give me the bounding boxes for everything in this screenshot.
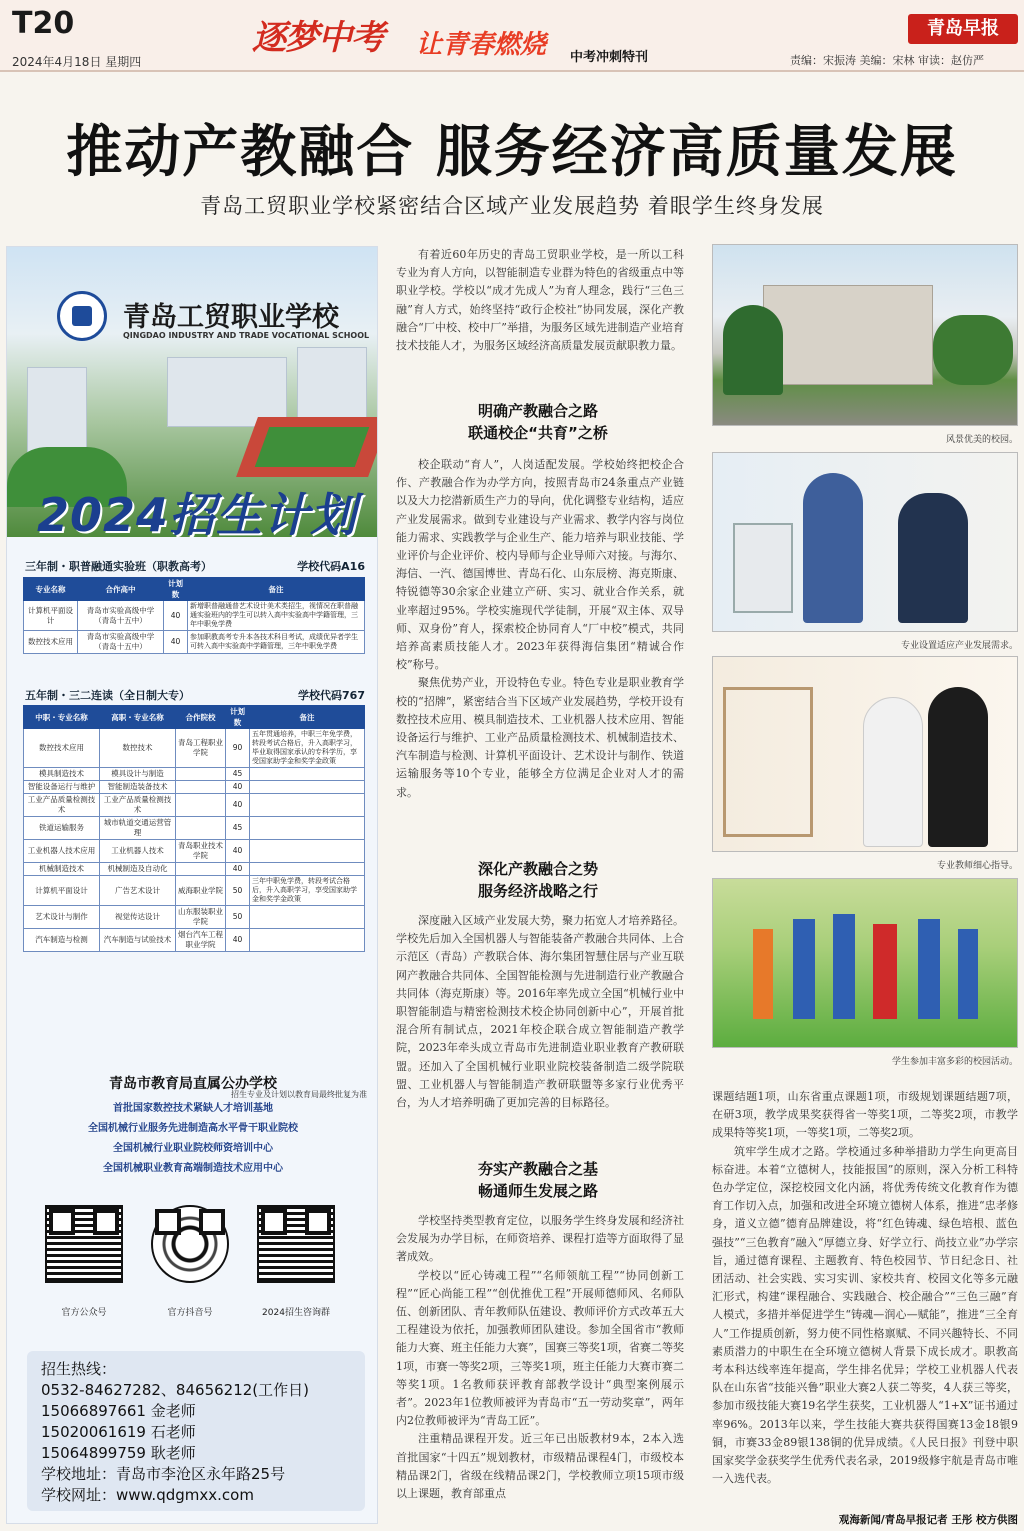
school-address: 学校地址：青岛市李沧区永年路25号 — [41, 1465, 286, 1483]
hotline-box — [27, 1351, 365, 1511]
table-cell — [250, 863, 365, 876]
table-cell: 机械制造及自动化 — [100, 863, 176, 876]
table-cell: 数控技术应用 — [24, 729, 100, 768]
table-cell: 数控技术应用 — [24, 631, 78, 654]
table-cell: 45 — [226, 817, 250, 840]
paragraph: 学校坚持类型教育定位，以服务学生终身发展和经济社会发展为办学目标，在师资培养、课程打造等方面取得了显著成效。 — [396, 1214, 684, 1264]
table-cell: 青岛市实验高级中学（青岛十五中） — [78, 601, 164, 631]
table-header-cell: 计划数 — [164, 578, 188, 601]
table-cell: 青岛市实验高级中学（青岛十五中） — [78, 631, 164, 654]
table-header-cell: 备注 — [250, 706, 365, 729]
section1-body — [396, 456, 684, 802]
table-cell — [250, 840, 365, 863]
table-row — [24, 863, 365, 876]
table-cell: 50 — [226, 876, 250, 906]
paragraph: 学校以“匠心铸魂工程”“名师领航工程”“协同创新工程”“匠心尚能工程”“创优推优工程”开展师德师风、名师队伍、创新团队、青年教师队伍建设、教师评价方式改革五大工程建设为依托，加强教师团队建设。参加全国省市“教师能力大赛、班主任能力大赛”，国赛三等奖1项，省赛二等奖1项，市赛一等奖2项，三等奖1项，班主任能力大赛市赛二等奖1项。1名教师获评教育部教学设计“典型案例展示者”。2023年1位教师被评为青岛市“五一劳动奖章”，两年内2位教师被评为“青岛工匠”。 — [396, 1268, 684, 1428]
table-cell: 40 — [226, 929, 250, 952]
section2-body — [396, 912, 684, 1112]
photo-caption: 风景优美的校园。 — [945, 435, 1018, 445]
table-cell: 智能制造装备技术 — [100, 781, 176, 794]
table-cell: 青岛职业技术学院 — [176, 840, 226, 863]
editor-credits: 责编：宋振涛 美编：宋林 审读：赵仿严 — [790, 54, 984, 67]
special-label: 中考冲刺特刊 — [570, 50, 649, 65]
school-emblem-icon — [57, 291, 107, 341]
table-row — [24, 631, 365, 654]
table-cell — [176, 817, 226, 840]
headline: 推动产教融合 服务经济高质量发展 — [66, 119, 958, 185]
paragraph-continued: 课题结题1项，山东省重点课题1项，市级规划课题结题7项，在研3项，教学成果奖获得省一等奖1项，二等奖2项，市教学成果特等奖1项，一等奖1项，二等奖2项。 — [712, 1090, 1018, 1140]
table-cell — [250, 906, 365, 929]
honor-item: 首批国家数控技术紧缺人才培训基地 — [113, 1103, 273, 1114]
section2-code: 学校代码767 — [298, 689, 365, 702]
newspaper-logo: 青岛早报 — [908, 14, 1018, 44]
table-cell: 模具设计与制造 — [100, 768, 176, 781]
honor-item: 全国机械行业职业院校师资培训中心 — [113, 1143, 273, 1154]
table-cell: 计算机平面设计 — [24, 876, 100, 906]
section1-heading — [398, 400, 678, 444]
paragraph: 筑牢学生成才之路。学校通过多种举措助力学生向更高目标奋进。本着“立德树人，技能报国”的原则，深入分析工科特色办学定位，深挖校园文化内涵，将优秀传统文化教育作为德育工作切入点，加强和改进全环境立德树人体系，推进“忠孝修身，道义立德”德育品牌建设，将“红色铸魂、绿色培根、蓝色强技”“三色教育”融入“厚德立身、好学立行、尚技立业”办学宗旨，通过德育课程、主题教育、特色校园节、节日纪念日、社团活动、社会实践、实习实训、家校共育、校园文化等多元融汇形式，构建“课程融合、实践融合、校企融合”“三色三融”育人模式，多措并举促进学生“铸魂—润心—赋能”，推进“三全育人”工作提质创新，努力使不同性格禀赋、不同兴趣特长、不同素质潜力的中职生在全环境立德树人背景下成长成才。职教高考本科达线率连年提高，学生排名优异；学校工业机器人代表队在山东省“技能兴鲁”职业大赛2人获二等奖，4人获三等奖，参加市级技能大赛19名学生获奖，工业机器人“1+X”证书通过率96%。2013年以来，学生技能大赛共获得国赛13金18银9铜，市赛33金89银138铜的优异成绩。《人民日报》刊登中职国家奖学金获奖学生优秀代表名录，2019级修宇航是青岛市唯一入选代表。 — [712, 1144, 1018, 1486]
table-cell: 工业机器人技术应用 — [24, 840, 100, 863]
table-row — [24, 817, 365, 840]
table-cell — [250, 929, 365, 952]
qr-code-douyin[interactable] — [151, 1205, 229, 1283]
table-row — [24, 794, 365, 817]
section3-heading — [398, 1158, 678, 1202]
phone-numbers: 0532-84627282、84656212(工作日) — [41, 1381, 309, 1399]
table-row — [24, 729, 365, 768]
table-cell: 40 — [226, 794, 250, 817]
photo-credit: 观海新闻/青岛早报记者 王彤 校方供图 — [838, 1514, 1018, 1526]
table-cell: 50 — [226, 906, 250, 929]
section2-title: 五年制・三二连读（全日制大专） — [25, 689, 190, 702]
section2-heading-line1: 深化产教融合之势 — [477, 860, 598, 878]
table-cell: 视觉传达设计 — [100, 906, 176, 929]
table-row — [24, 781, 365, 794]
table-cell: 参加职教高考专升本各技术科目考试，成绩优异者学生可转入高中实验高中学籍管理，三年中职免学费 — [188, 631, 365, 654]
campus-photo — [712, 244, 1018, 426]
table-cell — [250, 781, 365, 794]
five-year-plan-table — [23, 705, 365, 952]
table-header-cell: 备注 — [188, 578, 365, 601]
table-cell: 智能设备运行与维护 — [24, 781, 100, 794]
table-cell: 广告艺术设计 — [100, 876, 176, 906]
section3-body — [396, 1212, 684, 1528]
section1-heading-line2: 联通校企“共育”之桥 — [468, 424, 608, 442]
table-cell: 汽车制造与试验技术 — [100, 929, 176, 952]
section1-title: 三年制・职普融通实验班（职教高考） — [25, 560, 212, 573]
table-cell — [176, 863, 226, 876]
section1-header — [25, 558, 365, 574]
page-number: T20 — [12, 6, 75, 41]
table-cell — [176, 768, 226, 781]
table-cell — [176, 794, 226, 817]
contact-1: 15066897661 金老师 — [41, 1402, 196, 1420]
table-cell: 工业产品质量检测技术 — [24, 794, 100, 817]
paragraph: 深度融入区域产业发展大势，聚力拓宽人才培养路径。学校先后加入全国机器人与智能装备产教融合共同体、上合示范区（青岛）产教联合体、海尔集团智慧住居与产业互联网产教融合共同体、全国智能检测与先进制造行业产教融合共同体（海克斯康）等。2016年率先成立全国“机械行业中职智能制造与精密检测技术校企协同创新中心”，开展首批混合所有制试点，2021年校企联合成立智能制造产教学院，2023年牵头成立青岛市先进制造业职业教育产教研联盟。还加入了全国机械行业职业院校装备制造二级学院联盟、工业机器人与智能制造产教研联盟等多家行业优秀平台，为人才培养明确了更加完善的目标路径。 — [396, 914, 684, 1110]
table-cell: 计算机平面设计 — [24, 601, 78, 631]
special-banner — [244, 6, 579, 64]
photo-caption: 专业设置适应产业发展需求。 — [900, 641, 1018, 651]
intro-paragraph: 有着近60年历史的青岛工贸职业学校，是一所以工科专业为育人方向，以智能制造专业群为特色的省级重点中等职业学校。学校以“成才先成人”为育人理念，践行“三色三融”育人方式，始终坚持“政行企校社”协同发展，深化产教融合“厂中校、校中厂”举措，为服务区域先进制造产业培育技术技能人才，为服务区域经济高质量发展贡献职教力量。 — [396, 248, 684, 353]
table-cell: 工业产品质量检测技术 — [100, 794, 176, 817]
section2-header — [25, 687, 365, 703]
banner-text-2: 让青春燃烧 — [416, 30, 547, 60]
three-year-plan-table — [23, 577, 365, 654]
table-cell: 艺术设计与制作 — [24, 906, 100, 929]
table-cell: 40 — [164, 601, 188, 631]
paragraph: 注重精品课程开发。近三年已出版教材9本，2本入选首批国家“十四五”规划教材，市级精品课程4门，市级校本精品课2门，省级在线精品课2门，学校教师立项15项市级以上课题，教育部重点 — [396, 1432, 684, 1501]
section1-code: 学校代码A16 — [297, 560, 365, 573]
qr-code-consult-group[interactable] — [257, 1205, 335, 1283]
enrollment-ad — [6, 246, 378, 1524]
section3-heading-line1: 夯实产教融合之基 — [477, 1160, 598, 1178]
table-cell: 城市轨道交通运营管理 — [100, 817, 176, 840]
table-row — [24, 768, 365, 781]
school-honors — [7, 1073, 378, 1179]
table-cell: 汽车制造与检测 — [24, 929, 100, 952]
table-cell — [250, 768, 365, 781]
table-cell: 40 — [226, 840, 250, 863]
article-intro — [396, 246, 684, 355]
table-header-cell: 专业名称 — [24, 578, 78, 601]
section2-heading — [398, 858, 678, 902]
table-row — [24, 601, 365, 631]
table-row — [24, 906, 365, 929]
table-cell: 工业机器人技术 — [100, 840, 176, 863]
table-cell: 三年中职免学费，转段考试合格后，升入高职学习，享受国家助学金和奖学金政策 — [250, 876, 365, 906]
subheadline: 青岛工贸职业学校紧密结合区域产业发展趋势 着眼学生终身发展 — [200, 194, 824, 218]
hotline-label: 招生热线： — [41, 1360, 117, 1378]
photo-caption: 专业教师细心指导。 — [936, 861, 1018, 871]
contact-2: 15020061619 石老师 — [41, 1423, 196, 1441]
table-header-cell: 计划数 — [226, 706, 250, 729]
table-header-cell: 合作院校 — [176, 706, 226, 729]
table-cell — [250, 817, 365, 840]
school-name-en: QINGDAO INDUSTRY AND TRADE VOCATIONAL SCHOOL — [123, 331, 370, 340]
page-header — [0, 0, 1024, 72]
table-cell: 铁道运输服务 — [24, 817, 100, 840]
table-footnote: 招生专业及计划以教育局最终批复为准 — [231, 1090, 367, 1099]
table-cell: 40 — [226, 781, 250, 794]
org-title: 青岛市教育局直属公办学校 — [109, 1076, 277, 1092]
table-cell: 机械制造技术 — [24, 863, 100, 876]
school-website[interactable]: 学校网址：www.qdgmxx.com — [41, 1486, 254, 1504]
section3-heading-line2: 畅通师生发展之路 — [477, 1182, 598, 1200]
honor-item: 全国机械职业教育高端制造技术应用中心 — [103, 1163, 283, 1174]
lab-photo — [712, 452, 1018, 632]
activity-photo — [712, 878, 1018, 1048]
table-cell: 数控技术 — [100, 729, 176, 768]
table-cell: 五年贯通培养，中职三年免学费，转段考试合格后，升入高职学习，毕业取得国家承认的专科学历，享受国家助学金和奖学金政策 — [250, 729, 365, 768]
table-header-cell: 中职・专业名称 — [24, 706, 100, 729]
section2-heading-line2: 服务经济战略之行 — [477, 882, 598, 900]
photo-caption: 学生参加丰富多彩的校园活动。 — [891, 1057, 1018, 1067]
teaching-photo — [712, 656, 1018, 852]
table-cell: 威海职业学院 — [176, 876, 226, 906]
honor-item: 全国机械行业服务先进制造高水平骨干职业院校 — [88, 1123, 298, 1134]
paragraph: 聚焦优势产业，开设特色专业。特色专业是职业教育学校的“招牌”，紧密结合当下区域产业发展趋势，学校开设有数控技术应用、模具制造技术、工业机器人技术应用、智能设备运行与维护、工业产品质量检测技术、机械制造技术、汽车制造与检测、计算机平面设计、艺术设计与制作、铁道运输服务等10个专业，能够全方位满足企业对人才的需求。 — [396, 676, 684, 799]
table-header-cell: 合作高中 — [78, 578, 164, 601]
qr-label: 官方公众号 — [61, 1308, 107, 1318]
table-cell: 40 — [164, 631, 188, 654]
table-cell: 烟台汽车工程职业学院 — [176, 929, 226, 952]
table-row — [24, 840, 365, 863]
table-row — [24, 876, 365, 906]
table-header-cell: 高职・专业名称 — [100, 706, 176, 729]
column3-body — [712, 1088, 1018, 1508]
table-cell — [176, 781, 226, 794]
table-cell: 青岛工程职业学院 — [176, 729, 226, 768]
school-name: 青岛工贸职业学校 — [123, 302, 339, 333]
table-cell: 90 — [226, 729, 250, 768]
plan-title: 2024招生计划 — [37, 488, 358, 542]
section1-heading-line1: 明确产教融合之路 — [477, 402, 598, 420]
qr-label: 2024招生咨询群 — [262, 1308, 330, 1318]
table-row — [24, 929, 365, 952]
qr-code-official-account[interactable] — [45, 1205, 123, 1283]
table-cell: 模具制造技术 — [24, 768, 100, 781]
table-cell: 山东服装职业学院 — [176, 906, 226, 929]
issue-date: 2024年4月18日 星期四 — [12, 55, 142, 69]
qr-label: 官方抖音号 — [167, 1308, 213, 1318]
table-cell: 新增职普融通普艺术设计美术类招生，视情况在职普融通实验班内的学生可以转入高中实验高中学籍管理，三年中职免学费 — [188, 601, 365, 631]
banner-text-1: 逐梦中考 — [252, 18, 384, 58]
paragraph: 校企联动“育人”，人岗适配发展。学校始终把校企合作、产教融合作为办学方向，按照青岛市24条重点产业链以及大力挖潜新质生产力的导向，优化调整专业结构，适应产业发展需求。做到专业建设与产业需求、教学内容与岗位能力需求、实践教学与企业生产、能力培养与职业技能、学业评价与企业评价、校内导师与企业导师六对接。与海尔、海信、一汽、德国博世、青岛石化、山东辰榜、海克斯康、特锐德等30余家企业建立产研、实习、就业合作关系，就业率超过95%。学校实施现代学徒制，开展“双主体、双导师、双身份”育人，探索校企协同育人“厂中校”模式，共同培养高素质技能人才。2023年获得海信集团“精诚合作校”称号。 — [396, 458, 684, 672]
table-cell: 40 — [226, 863, 250, 876]
table-cell — [250, 794, 365, 817]
contact-3: 15064899759 耿老师 — [41, 1444, 196, 1462]
table-cell: 45 — [226, 768, 250, 781]
